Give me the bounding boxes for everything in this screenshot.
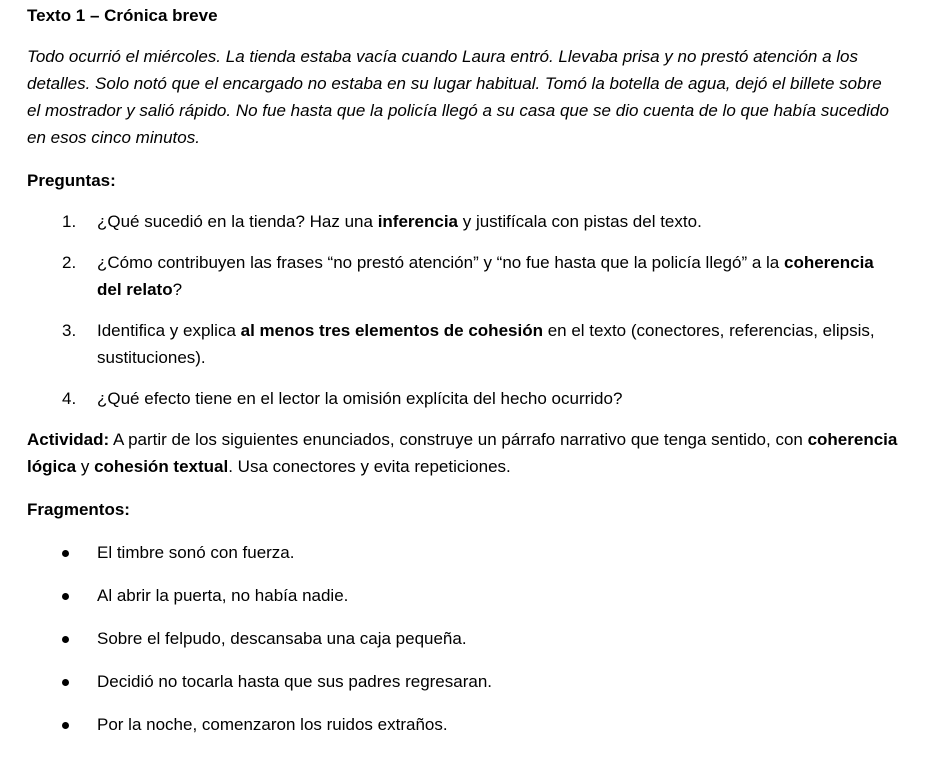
question-number: 2. xyxy=(62,253,77,272)
fragment-item xyxy=(27,668,921,695)
fragment-item xyxy=(27,711,921,738)
activity-text-end: . Usa conectores y evita repeticiones. xyxy=(228,457,511,476)
fragment-text: Al abrir la puerta, no había nadie. xyxy=(97,586,349,605)
questions-list xyxy=(27,208,921,412)
fragment-text: El timbre sonó con fuerza. xyxy=(97,543,295,562)
question-bold: inferencia xyxy=(377,212,458,231)
document-title: Texto 1 – Crónica breve xyxy=(27,6,218,25)
bullet-icon xyxy=(62,679,69,686)
fragment-item xyxy=(27,625,921,652)
activity-text: A partir de los siguientes enunciados, construye un párrafo narrativo que tenga sentido, con xyxy=(109,430,808,449)
question-text-end: y justifícala con pistas del texto. xyxy=(458,212,702,231)
question-item xyxy=(27,249,897,303)
question-text: ¿Qué sucedió en la tienda? Haz una xyxy=(97,212,378,231)
bullet-icon xyxy=(62,550,69,557)
fragment-text: Por la noche, comenzaron los ruidos extraños. xyxy=(97,715,448,734)
activity-text: y xyxy=(76,457,95,476)
question-text-end: en el texto (conectores, referencias, elipsis, sustituciones). xyxy=(97,321,875,367)
question-number: 1. xyxy=(62,212,77,231)
fragment-text: Sobre el felpudo, descansaba una caja pequeña. xyxy=(97,629,467,648)
preguntas-heading: Preguntas: xyxy=(27,171,116,190)
activity-bold-cohesion: cohesión textual xyxy=(94,457,229,476)
bullet-icon xyxy=(62,593,69,600)
activity-bold-coherencia: coherencia lógica xyxy=(27,430,898,476)
fragment-item xyxy=(27,582,921,609)
question-number: 4. xyxy=(62,389,77,408)
question-text: ¿Cómo contribuyen las frases “no prestó atención” y “no fue hasta que la policía llegó” a la xyxy=(97,253,784,272)
fragment-item xyxy=(27,539,921,566)
question-number: 3. xyxy=(62,321,77,340)
question-item xyxy=(27,385,897,412)
bullet-icon xyxy=(62,722,69,729)
fragmentos-heading: Fragmentos: xyxy=(27,500,130,519)
bullet-icon xyxy=(62,636,69,643)
question-item xyxy=(27,317,897,371)
cronica-paragraph: Todo ocurrió el miércoles. La tienda estaba vacía cuando Laura entró. Llevaba prisa y no prestó atención a los detalles. Solo notó que el encargado no estaba en su lugar habitual. Tomó la botella de agua, dejó el billete sobre el mostrador y salió rápido. No fue hasta que la policía llegó a su casa que se dio cuenta de lo que había sucedido en esos cinco minutos. xyxy=(27,47,889,147)
activity-label: Actividad: xyxy=(27,430,110,449)
fragments-list xyxy=(27,539,921,738)
activity-paragraph xyxy=(27,426,907,480)
question-item xyxy=(27,208,897,235)
fragment-text: Decidió no tocarla hasta que sus padres regresaran. xyxy=(97,672,493,691)
question-bold: al menos tres elementos de cohesión xyxy=(240,321,543,340)
question-text-end: ? xyxy=(172,280,183,299)
question-bold: coherencia del relato xyxy=(97,253,874,299)
question-text: ¿Qué efecto tiene en el lector la omisión explícita del hecho ocurrido? xyxy=(97,389,623,408)
question-text: Identifica y explica xyxy=(97,321,241,340)
